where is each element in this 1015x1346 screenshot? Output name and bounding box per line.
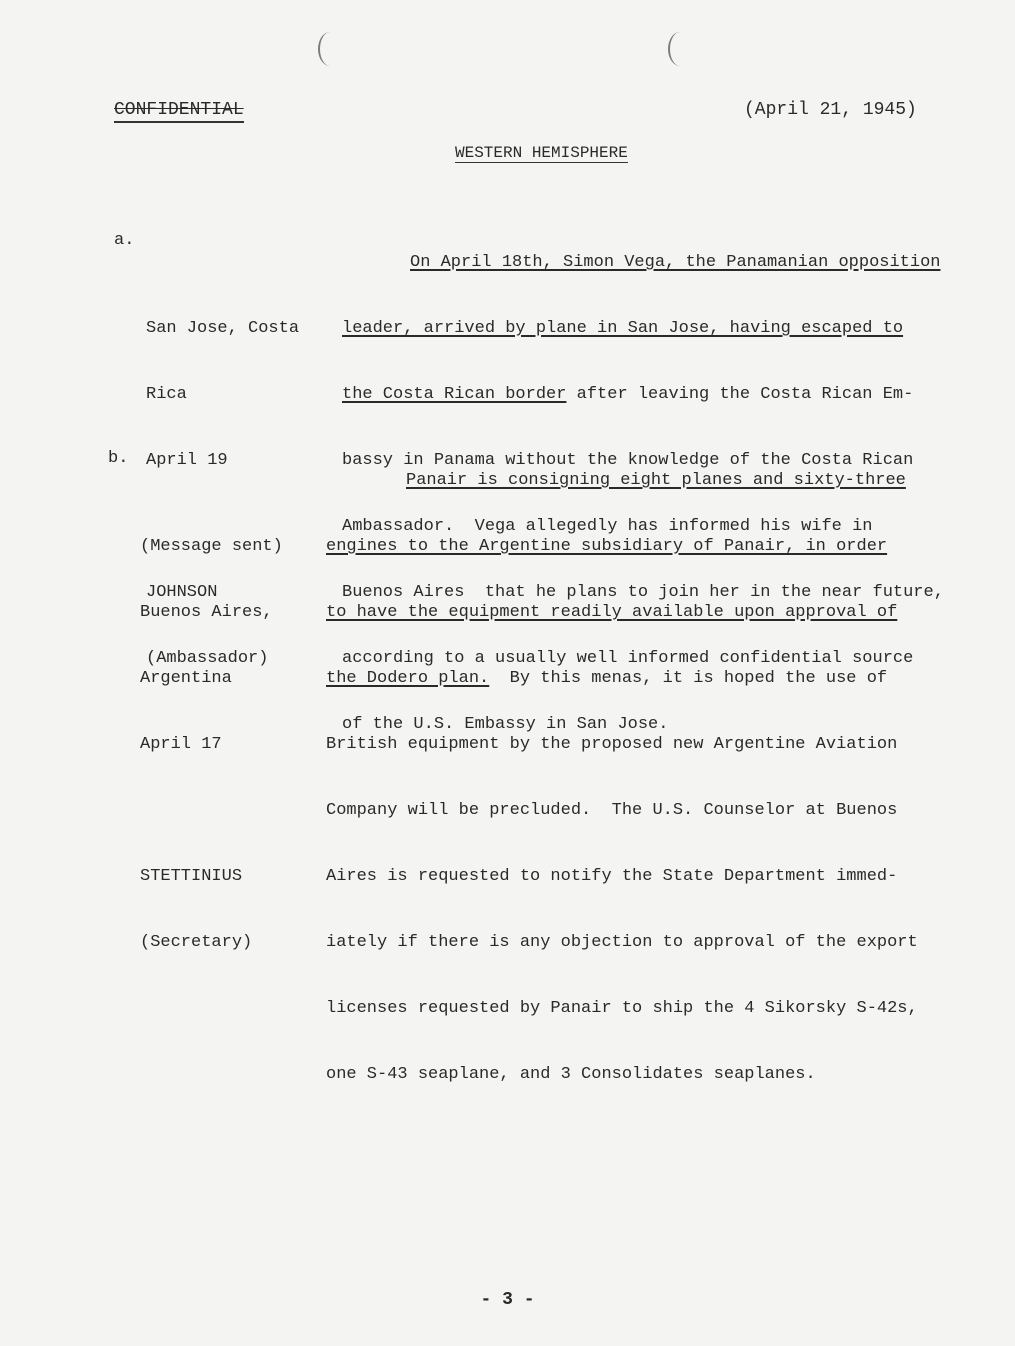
location-line: Rica <box>146 385 187 404</box>
location-line: San Jose, Costa <box>146 319 300 338</box>
classification-stamp: CONFIDENTIAL <box>114 100 244 123</box>
body-line: engines to the Argentine subsidiary of Panair, in order <box>326 537 888 556</box>
location-line: April 19 <box>146 451 228 470</box>
body-line: On April 18th, Simon Vega, the Panamanian opposition <box>410 253 941 272</box>
body-line: leader, arrived by plane in San Jose, having escaped to <box>342 319 904 338</box>
entry-letter: b. <box>108 449 129 468</box>
body-line: Company will be precluded. The U.S. Counselor at Buenos <box>326 801 898 820</box>
body-line: Ambassador. Vega allegedly has informed his wife in <box>342 517 873 536</box>
body-line: to have the equipment readily available upon approval of <box>326 603 898 622</box>
body-line: Buenos Aires that he plans to join her in the near future, <box>342 583 944 602</box>
entry-b-body <box>326 426 966 1130</box>
body-line: Panair is consigning eight planes and sixty-three <box>406 471 906 490</box>
body-line: British equipment by the proposed new Argentine Aviation <box>326 735 898 754</box>
location-line: Buenos Aires, <box>140 603 273 622</box>
body-line: of the U.S. Embassy in San Jose. <box>342 715 669 734</box>
body-line: Aires is requested to notify the State Department immed- <box>326 867 898 886</box>
body-line: according to a usually well informed confidential source <box>342 649 914 668</box>
sender-line: (Ambassador) <box>146 649 269 668</box>
location-line: April 17 <box>140 735 222 754</box>
body-line: iately if there is any objection to approval of the export <box>326 933 918 952</box>
sender-line: (Secretary) <box>140 933 253 952</box>
body-line: bassy in Panama without the knowledge of the Costa Rican <box>342 451 914 470</box>
section-title: WESTERN HEMISPHERE <box>455 144 628 162</box>
location-line: Argentina <box>140 669 232 688</box>
sender-line: JOHNSON <box>146 583 218 602</box>
body-line: the Dodero plan. By this menas, it is hoped the use of <box>326 669 888 688</box>
sender-line: STETTINIUS <box>140 867 243 886</box>
page-number: - 3 - <box>480 1290 535 1310</box>
document-date: (April 21, 1945) <box>744 100 917 120</box>
body-line: one S-43 seaplane, and 3 Consolidates seaplanes. <box>326 1065 816 1084</box>
punch-hole-right <box>668 32 692 66</box>
location-line: (Message sent) <box>140 537 283 556</box>
body-line: licenses requested by Panair to ship the 4 Sikorsky S-42s, <box>326 999 918 1018</box>
body-line: the Costa Rican border after leaving the Costa Rican Em- <box>342 385 914 404</box>
entry-b-meta <box>140 492 283 998</box>
punch-hole-left <box>318 32 342 66</box>
entry-letter: a. <box>114 231 135 250</box>
